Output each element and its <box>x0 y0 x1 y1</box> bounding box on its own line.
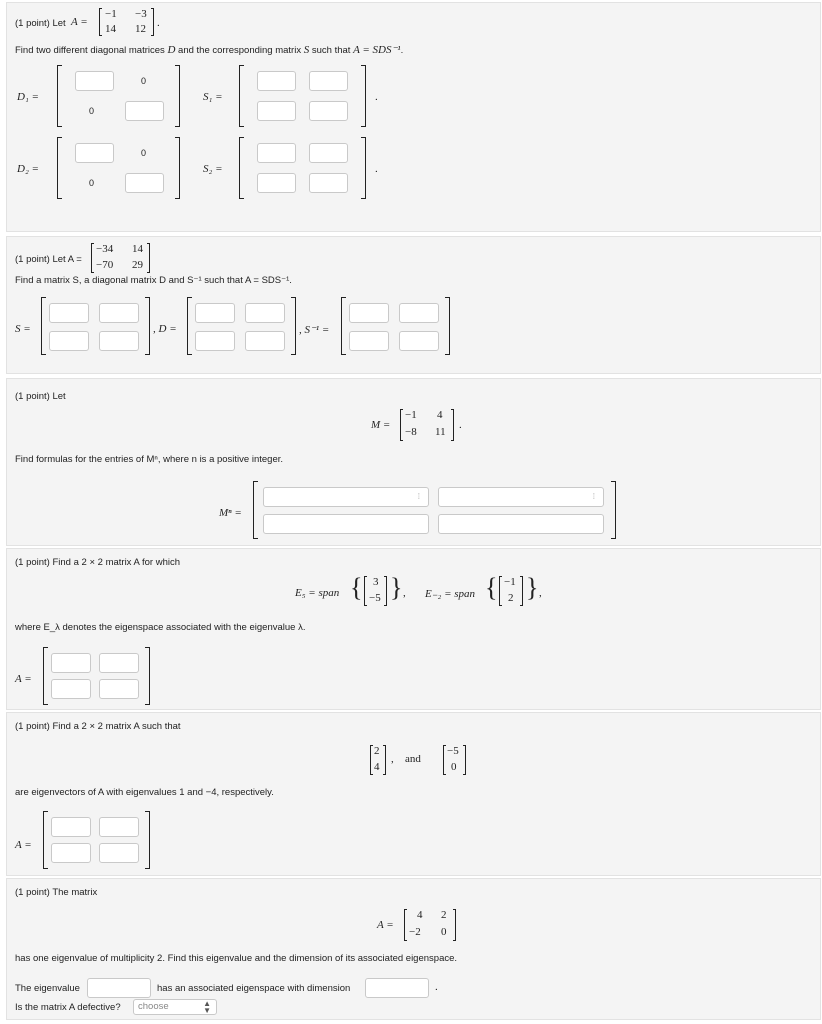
p4-a-entry-12[interactable] <box>99 653 139 673</box>
d1-entry-22[interactable] <box>125 101 164 121</box>
sinv-bracket-left <box>341 297 346 355</box>
v2-1: −5 <box>447 745 459 757</box>
d2-zero-12: 0 <box>141 148 147 158</box>
p6-a-bracket-left <box>404 909 407 941</box>
m-bracket-left <box>400 409 403 441</box>
v2-bracket-left <box>443 745 446 775</box>
problem-2-panel <box>6 236 821 374</box>
e5-brace-left: { <box>350 573 363 602</box>
p4-a-bracket-right <box>145 647 150 705</box>
problem-1-panel <box>6 2 821 232</box>
v2-bracket-right <box>463 745 466 775</box>
s-bracket-left <box>41 297 46 355</box>
d2-bracket-left <box>57 137 62 199</box>
m-22: 11 <box>435 426 446 438</box>
d2-entry-11[interactable] <box>75 143 114 163</box>
dim-period: . <box>435 981 438 993</box>
s-entry-22[interactable] <box>99 331 139 351</box>
em2-brace-right: } <box>526 573 539 602</box>
m-11: −1 <box>405 409 417 421</box>
d-bracket-right <box>291 297 296 355</box>
e5-vec-2: −5 <box>369 592 381 604</box>
mn-bracket-right <box>611 481 616 539</box>
chevron-updown-icon: ▲ ▼ <box>203 999 211 1015</box>
p3-intro: (1 point) Let <box>15 391 66 402</box>
v1-bracket-right <box>383 745 386 775</box>
d1-label: D₁ = <box>17 91 39 103</box>
d1-bracket-right <box>175 65 180 127</box>
d1-bracket-left <box>57 65 62 127</box>
p2-a-21: −70 <box>96 259 114 271</box>
p2-a-bracket-right <box>147 243 150 273</box>
d-bracket-left <box>187 297 192 355</box>
v1-1: 2 <box>374 745 380 757</box>
p6-a-22: 0 <box>441 926 447 938</box>
p5-a-entry-22[interactable] <box>99 843 139 863</box>
d2-zero-21: 0 <box>89 178 95 188</box>
e5-vec-bracket-right <box>384 576 387 606</box>
s1-bracket-right <box>361 65 366 127</box>
p6-a-bracket-right <box>453 909 456 941</box>
p2-intro: (1 point) Let A = <box>15 254 82 265</box>
s2-period: . <box>375 163 378 175</box>
p2-instruction: Find a matrix S, a diagonal matrix D and S⁻¹ such that A = SDS⁻¹. <box>15 275 292 286</box>
em2-vec-bracket-left <box>499 576 502 606</box>
d2-entry-22[interactable] <box>125 173 164 193</box>
d1-entry-11[interactable] <box>75 71 114 91</box>
d-entry-22[interactable] <box>245 331 285 351</box>
v1-2: 4 <box>374 761 380 773</box>
p1-period: . <box>157 17 160 29</box>
p2-a-bracket-left <box>91 243 94 273</box>
resize-handle-icon[interactable]: ⁞ <box>417 492 420 501</box>
s-label: S = <box>15 323 31 335</box>
em2-vec-2: 2 <box>508 592 514 604</box>
resize-handle-icon[interactable]: ⁞ <box>592 492 595 501</box>
p4-a-entry-21[interactable] <box>51 679 91 699</box>
d2-bracket-right <box>175 137 180 199</box>
d-entry-21[interactable] <box>195 331 235 351</box>
mn-entry-11[interactable] <box>263 487 429 507</box>
e5-vec-1: 3 <box>373 576 379 588</box>
m-bracket-right <box>451 409 454 441</box>
sinv-entry-22[interactable] <box>399 331 439 351</box>
p5-note: are eigenvectors of A with eigenvalues 1 and −4, respectively. <box>15 787 274 798</box>
defective-select[interactable] <box>133 999 217 1015</box>
d-entry-11[interactable] <box>195 303 235 323</box>
p4-a-entry-22[interactable] <box>99 679 139 699</box>
m-period: . <box>459 419 462 431</box>
s1-entry-12[interactable] <box>309 71 348 91</box>
defective-label: Is the matrix A defective? <box>15 1002 121 1013</box>
sinv-entry-21[interactable] <box>349 331 389 351</box>
mn-entry-22[interactable] <box>438 514 604 534</box>
s1-entry-11[interactable] <box>257 71 296 91</box>
p5-a-bracket-right <box>145 811 150 869</box>
p3-instruction: Find formulas for the entries of Mⁿ, where n is a positive integer. <box>15 454 284 465</box>
e5-label: E₅ = span <box>295 587 340 599</box>
p5-a-entry-11[interactable] <box>51 817 91 837</box>
e5-brace-right: } <box>390 573 403 602</box>
p6-intro: (1 point) The matrix <box>15 887 98 898</box>
s2-label: S₂ = <box>203 163 223 175</box>
p2-a-22: 29 <box>132 259 143 271</box>
d-label: , D = <box>153 323 177 335</box>
p4-intro: (1 point) Find a 2 × 2 matrix A for which <box>15 557 181 568</box>
em2-vec-1: −1 <box>504 576 516 588</box>
s2-entry-12[interactable] <box>309 143 348 163</box>
v2-2: 0 <box>451 761 457 773</box>
p6-a-label: A = <box>377 919 394 931</box>
select-value: choose <box>138 1001 169 1012</box>
s1-entry-22[interactable] <box>309 101 348 121</box>
problem-4-panel <box>6 548 821 710</box>
p4-a-entry-11[interactable] <box>51 653 91 673</box>
s1-label: S₁ = <box>203 91 223 103</box>
p1-a-12: −3 <box>135 8 147 20</box>
and-text: and <box>405 753 421 765</box>
mn-label: Mⁿ = <box>219 507 242 519</box>
m-21: −8 <box>405 426 417 438</box>
s2-entry-21[interactable] <box>257 173 296 193</box>
s-entry-12[interactable] <box>99 303 139 323</box>
p1-matrix-name: A = <box>71 16 88 28</box>
dimension-input[interactable] <box>365 978 429 998</box>
p4-a-label: A = <box>15 673 32 685</box>
sinv-entry-12[interactable] <box>399 303 439 323</box>
p6-a-12: 2 <box>441 909 447 921</box>
p5-a-label: A = <box>15 839 32 851</box>
sinv-entry-11[interactable] <box>349 303 389 323</box>
p2-a-11: −34 <box>96 243 114 255</box>
s2-entry-11[interactable] <box>257 143 296 163</box>
s1-period: . <box>375 91 378 103</box>
dimension-label: has an associated eigenspace with dimension <box>157 983 351 994</box>
p4-a-bracket-left <box>43 647 48 705</box>
p6-a-11: 4 <box>417 909 423 921</box>
problem-3-panel <box>6 378 821 546</box>
p1-instruction: Find two different diagonal matrices D and the corresponding matrix S such that A = SDS⁻¹. <box>15 44 404 56</box>
p6-a-21: −2 <box>409 926 421 938</box>
s1-bracket-left <box>239 65 244 127</box>
sinv-bracket-right <box>445 297 450 355</box>
problem-5-panel <box>6 712 821 876</box>
p1-a-bracket-right <box>151 8 154 36</box>
p1-intro: (1 point) Let <box>15 18 66 29</box>
v1-bracket-left <box>370 745 373 775</box>
e5-comma: , <box>403 587 406 599</box>
eigenvalue-input[interactable] <box>87 978 151 998</box>
p1-a-11: −1 <box>105 8 117 20</box>
s-bracket-right <box>145 297 150 355</box>
mn-bracket-left <box>253 481 258 539</box>
mn-entry-12[interactable] <box>438 487 604 507</box>
d-entry-12[interactable] <box>245 303 285 323</box>
s-entry-21[interactable] <box>49 331 89 351</box>
d1-zero-21: 0 <box>89 106 95 116</box>
eigenvalue-label: The eigenvalue <box>15 983 80 994</box>
p1-a-21: 14 <box>105 23 116 35</box>
e5-vec-bracket-left <box>364 576 367 606</box>
m-12: 4 <box>437 409 443 421</box>
mn-entry-21[interactable] <box>263 514 429 534</box>
s-entry-11[interactable] <box>49 303 89 323</box>
p5-a-entry-21[interactable] <box>51 843 91 863</box>
p4-note: where E_λ denotes the eigenspace associated with the eigenvalue λ. <box>15 622 306 633</box>
m-label: M = <box>371 419 391 431</box>
p1-a-22: 12 <box>135 23 146 35</box>
s2-bracket-right <box>361 137 366 199</box>
p2-a-12: 14 <box>132 243 143 255</box>
d2-label: D₂ = <box>17 163 39 175</box>
v1-comma: , <box>391 753 394 765</box>
d1-zero-12: 0 <box>141 76 147 86</box>
em2-brace-left: { <box>485 573 498 602</box>
em2-label: E₋₂ = span <box>425 588 476 600</box>
p5-intro: (1 point) Find a 2 × 2 matrix A such that <box>15 721 181 732</box>
em2-vec-bracket-right <box>520 576 523 606</box>
s1-entry-21[interactable] <box>257 101 296 121</box>
p5-a-bracket-left <box>43 811 48 869</box>
p5-a-entry-12[interactable] <box>99 817 139 837</box>
s2-bracket-left <box>239 137 244 199</box>
p1-a-bracket-left <box>99 8 102 36</box>
problem-6-panel <box>6 878 821 1020</box>
sinv-label: , S⁻¹ = <box>299 324 330 336</box>
s2-entry-22[interactable] <box>309 173 348 193</box>
p6-note: has one eigenvalue of multiplicity 2. Find this eigenvalue and the dimension of its associated eigenspace. <box>15 953 458 964</box>
em2-comma: , <box>539 587 542 599</box>
